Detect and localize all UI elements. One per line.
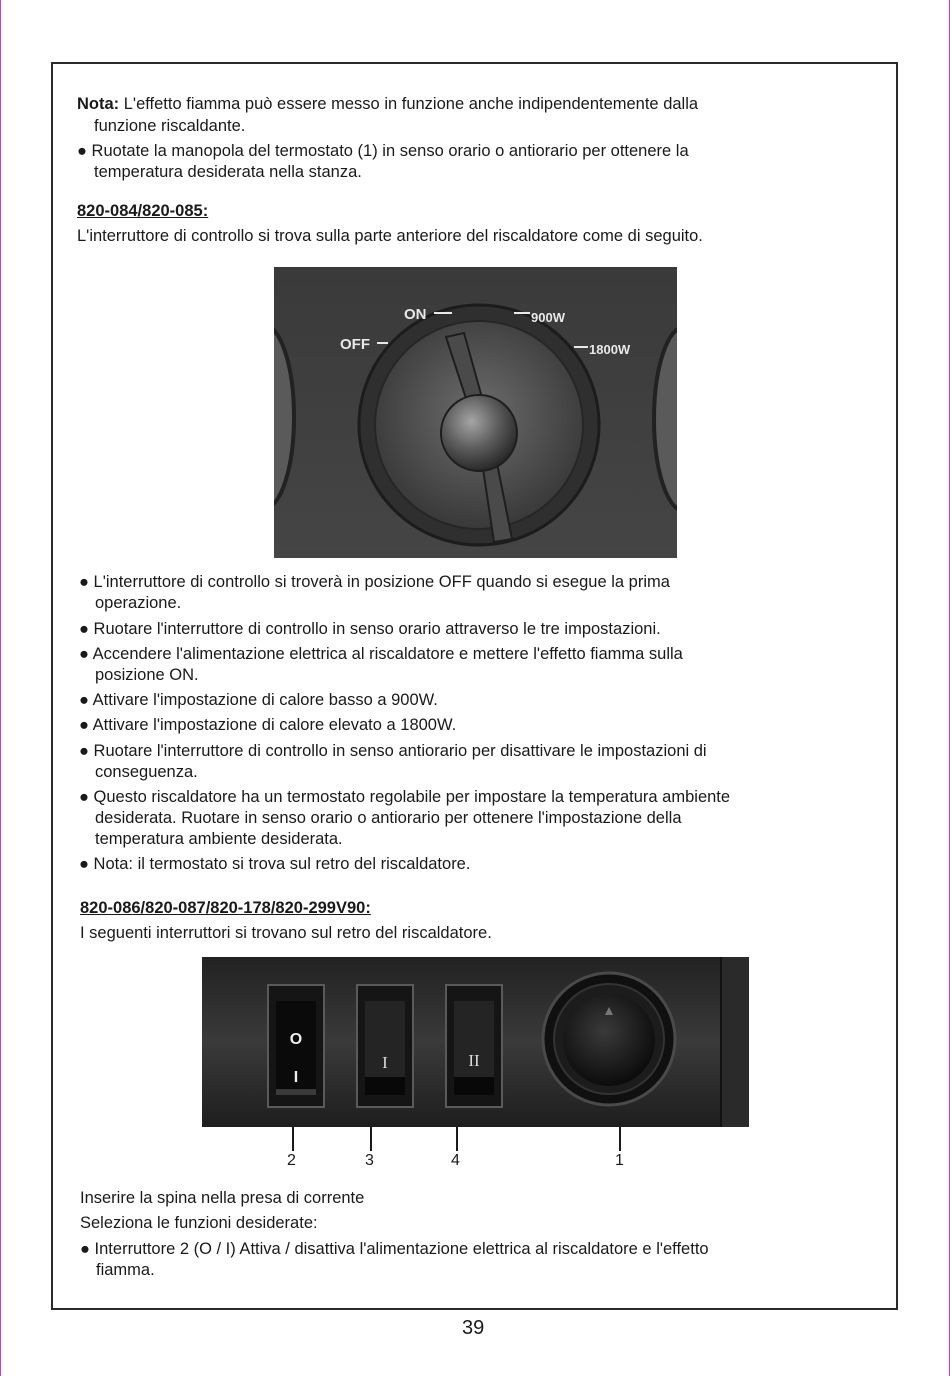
s1-bullet-8-line-1: ● Nota: il termostato si trova sul retro del riscaldatore. [79, 855, 471, 873]
intro-bullet-line-1: ● Ruotate la manopola del termostato (1) in senso orario o antiorario per ottenere la [77, 142, 689, 160]
s1-bullet-6-line-2: conseguenza. [95, 763, 198, 781]
intro-bullet-line-2: temperatura desiderata nella stanza. [94, 163, 362, 181]
callout-number-switch-2: 2 [287, 1152, 296, 1169]
s1-bullet-5-line-1: ● Attivare l'impostazione di calore elevato a 1800W. [79, 716, 457, 734]
switch2-label-on: I [293, 1069, 299, 1086]
note-label: Nota: [77, 95, 120, 113]
s1-bullet-4-line-1: ● Attivare l'impostazione di calore basso a 900W. [79, 691, 438, 709]
s1-bullet-7-line-3: temperatura ambiente desiderata. [95, 830, 343, 848]
s1-bullet-7-line-1: ● Questo riscaldatore ha un termostato regolabile per impostare la temperatura ambiente [79, 788, 731, 806]
s1-bullet-1-line-2: operazione. [95, 594, 182, 612]
note-text: L'effetto fiamma può essere messo in funzione anche indipendentemente dalla [119, 95, 699, 113]
instruction-select-functions: Seleziona le funzioni desiderate: [80, 1214, 318, 1232]
instruction-plug-in: Inserire la spina nella presa di corrente [80, 1189, 365, 1207]
switch4-label: II [468, 1051, 480, 1070]
dial-label-off: OFF [340, 336, 370, 353]
page-number: 39 [462, 1317, 485, 1339]
section2-description: I seguenti interruttori si trovano sul retro del riscaldatore. [80, 924, 492, 942]
section1-description: L'interruttore di controllo si trova sulla parte anteriore del riscaldatore come di seguito. [77, 227, 703, 245]
control-dial-photo [274, 267, 677, 558]
s1-bullet-6-line-1: ● Ruotare l'interruttore di controllo in senso antiorario per disattivare le impostazioni di [79, 742, 707, 760]
note-line-1 [77, 94, 698, 115]
s1-bullet-7-line-2: desiderata. Ruotare in senso orario o antiorario per ottenere l'impostazione della [95, 809, 682, 827]
callout-number-switch-3: 3 [365, 1152, 374, 1169]
note-line-2: funzione riscaldante. [94, 117, 246, 135]
s1-bullet-3-line-2: posizione ON. [95, 666, 199, 684]
dial-label-on: ON [404, 306, 427, 323]
s1-bullet-2-line-1: ● Ruotare l'interruttore di controllo in senso orario attraverso le tre impostazioni. [79, 620, 661, 638]
section1-heading: 820-084/820-085: [77, 202, 209, 220]
switch2-label-off: O [289, 1031, 303, 1048]
dial-label-1800w: 1800W [589, 342, 631, 357]
switch2-bullet-line-2: fiamma. [96, 1261, 155, 1279]
rear-switch-panel-photo [202, 957, 749, 1127]
section2-heading: 820-086/820-087/820-178/820-299V90: [80, 899, 371, 917]
callout-leader-lines [280, 1127, 640, 1155]
dial-label-900w: 900W [531, 310, 565, 325]
callout-number-switch-4: 4 [451, 1152, 460, 1169]
switch3-label: I [382, 1053, 388, 1072]
s1-bullet-1-line-1: ● L'interruttore di controllo si troverà in posizione OFF quando si esegue la prima [79, 573, 670, 591]
callout-number-thermostat-1: 1 [615, 1152, 624, 1169]
switch2-bullet-line-1: ● Interruttore 2 (O / I) Attiva / disattiva l'alimentazione elettrica al riscaldatore e l'effetto [80, 1240, 709, 1258]
s1-bullet-3-line-1: ● Accendere l'alimentazione elettrica al riscaldatore e mettere l'effetto fiamma sulla [79, 645, 683, 663]
page-edge-left [0, 0, 1, 1376]
